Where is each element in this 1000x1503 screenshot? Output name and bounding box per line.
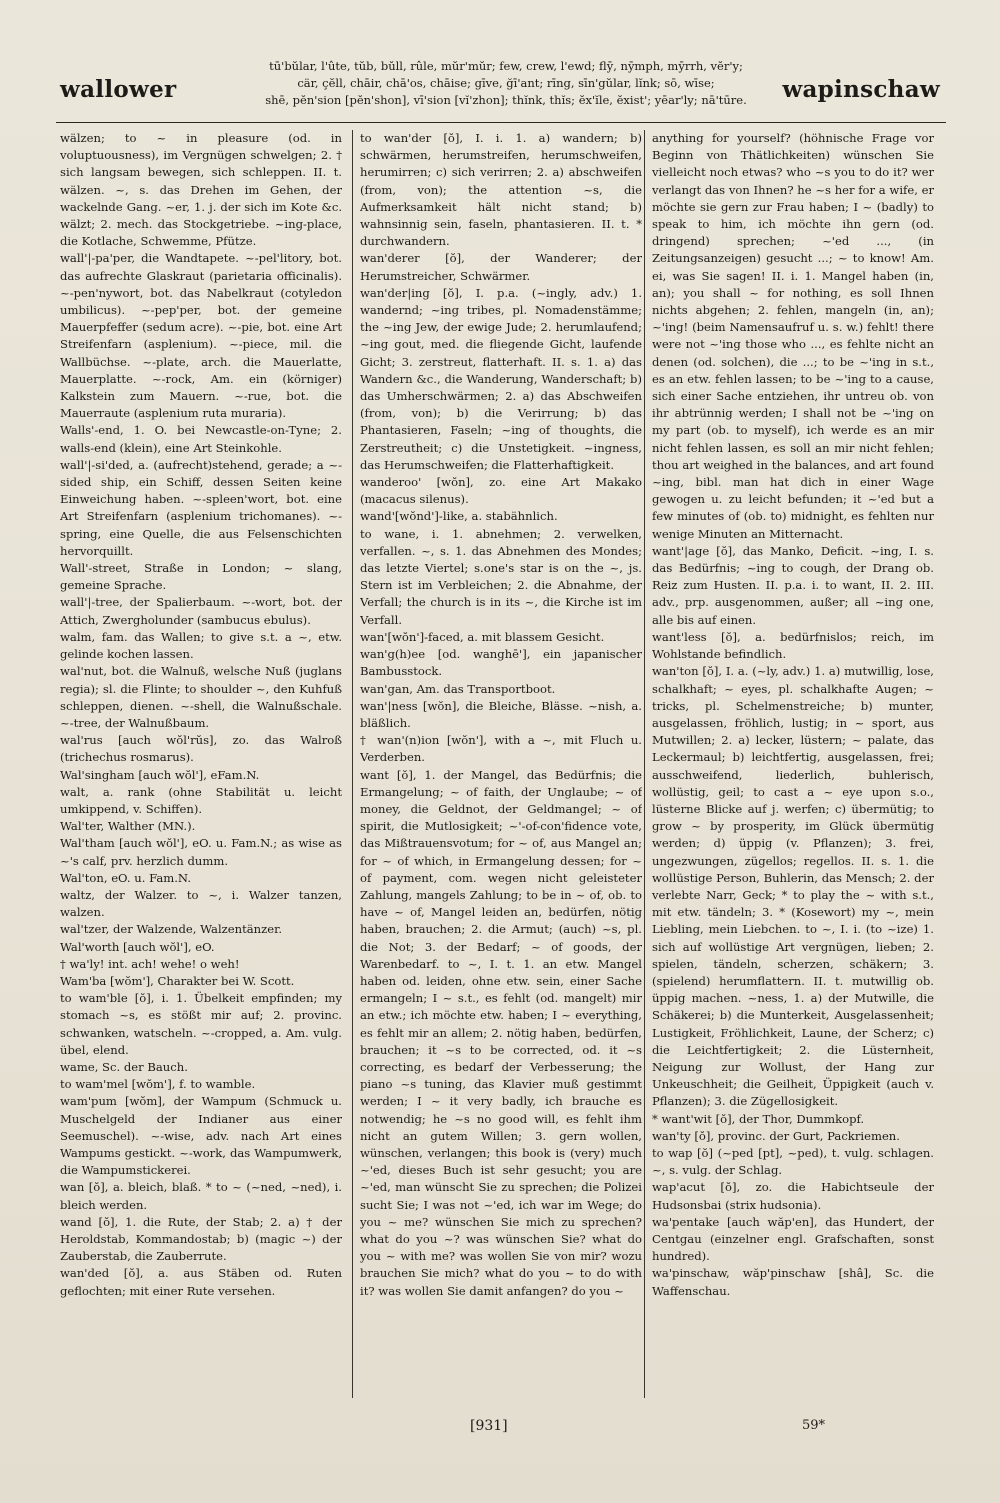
dictionary-entry: wall'|-pa'per, die Wandtapete. ~-pel'litory, bot. das aufrechte Glaskraut (parietaria officinalis). ~-pen'nywort, bot. das Nabelkraut (cotyledon umbilicus). ~-pep'per, bot. der gemeine Mauerpfeffer (sedum acre). ~-pie, bot. eine Art Streifenfarn (asplenium). ~-piece, mil. die Wallbüchse. ~-plate, arch. die Mauerlatte, Mauerplatte. ~-rock, Am. ein (körniger) Kalkstein zum Mauern. ~-rue, bot. die Mauerraute (asplenium ruta muraria). <box>60 251 342 421</box>
dictionary-entry: want'less [ŏ], a. bedürfnislos; reich, im Wohlstande befindlich. <box>652 629 934 662</box>
dictionary-entry: * want'wit [ŏ], der Thor, Dummkopf. <box>652 1111 865 1126</box>
header-rule <box>56 122 946 123</box>
dictionary-entry: Wal'worth [auch wŏl'], eO. <box>60 939 215 954</box>
column-divider-2 <box>644 130 645 1398</box>
dictionary-entry: wan'derer [ŏ], der Wanderer; der Herumstreicher, Schwärmer. <box>360 251 642 283</box>
dictionary-entry: wan'ton [ŏ], I. a. (~ly, adv.) 1. a) mutwillig, lose, schalkhaft; ~ eyes, pl. schalkhafte Augen; ~ tricks, pl. Schelmenstreiche; b) munter, ausgelassen, fröhlich, lustig; in ~ sport, aus Mutwillen; 2. a) lecker, lüstern; ~ palate, das Leckermaul; b) leichtfertig, ausgelassen, frei; ausschweifend, liederlich, buhlerisch, wollüstig, geil; to cast a ~ eye upon s.o., lüsterne Blicke auf j. werfen; c) übermütig; to grow ~ by prosperity, im Glück übermütig werden; d) üppig (v. Pflanzen); 3. frei, ungezwungen, zügellos; regellos. II. s. 1. die wollüstige Person, Buhlerin, das Mensch; 2. der verlebte Narr, Geck; * to play the ~ with s.t., mit etw. tändeln; 3. * (Kosewort) my ~, mein Liebling, mein Liebchen. to ~, I. i. (to ~ize) 1. sich auf wollüstige Art vergnügen, lieben; 2. spielen, tändeln, scherzen, schäkern; 3. (spielend) herumflattern. II. t. mutwillig ob. üppig machen. ~ness, 1. a) der Mutwille, die Schäkerei; b) die Munterkeit, Ausgelassenheit; Lustigkeit, Fröhlichkeit, Laune, der Scherz; c) die Leichtfertigkeit; 2. die Lüsternheit, Neigung zur Wollust, der Hang zur Unkeuschheit; die Geilheit, Üppigkeit (auch v. Pflanzen); 3. die Zügellosigkeit. <box>652 664 934 1109</box>
dictionary-entry: † wa'ly! int. ach! wehe! o weh! <box>60 956 240 971</box>
dictionary-entry: to wam'ble [ŏ], i. 1. Übelkeit empfinden; my stomach ~s, es stößt mir auf; 2. provinc. schwanken, watscheln. ~-cropped, a. Am. vulg. übel, elend. <box>60 991 342 1057</box>
dictionary-entry: Wam'ba [wŏm'], Charakter bei W. Scott. <box>60 973 295 988</box>
dictionary-entry: wan'|ness [wŏn], die Bleiche, Blässe. ~nish, a. bläßlich. <box>360 698 642 730</box>
dictionary-entry: Wal'ter, Walther (MN.). <box>60 819 196 834</box>
dictionary-entry: wall'|-si'ded, a. (aufrecht)stehend, gerade; a ~-sided ship, ein Schiff, dessen Seiten keine Einweichung haben. ~-spleen'wort, bot. eine Art Streifenfarn (asplenium trichomanes). ~-spring, eine Quelle, die aus Felsenschichten hervorquillt. <box>60 457 342 558</box>
pronunciation-key <box>226 58 786 109</box>
dictionary-entry: to wane, i. 1. abnehmen; 2. verwelken, verfallen. ~, s. 1. das Abnehmen des Mondes; das letzte Viertel; s.one's star is on the ~, js. Stern ist im Verbleichen; 2. die Abnahme, der Verfall; the church is in its ~, die Kirche ist im Verfall. <box>360 526 642 627</box>
pron-key-line-3: shē, pĕn'sion [pĕn'shon], vī'sion [vĭ'zhon]; thĭnk, thĭs; ĕx'ĭle, ĕxist'; yēar'ly; nā'tūre. <box>265 93 747 107</box>
dictionary-entry: wanderoo' [wŏn], zo. eine Art Makako (macacus silenus). <box>360 475 642 507</box>
dictionary-entry: want [ŏ], 1. der Mangel, das Bedürfnis; die Ermangelung; ~ of faith, der Unglaube; ~ of money, die Geldnot, der Geldmangel; ~ of spirit, die Mutlosigkeit; ~'-of-con'fidence vote, das Mißtrauensvotum; for ~ of, aus Mangel an; for ~ of which, in Ermangelung dessen; for ~ of payment, com. wegen nicht geleisteter Zahlung, mangels Zahlung; to be in ~ of, ob. to have ~ of, Mangel leiden an, bedürfen, nötig haben, brauchen; 2. die Armut; (auch) ~s, pl. die Not; 3. der Bedarf; ~ of goods, der Warenbedarf. to ~, I. t. 1. an etw. Mangel haben od. leiden, ohne etw. sein, einer Sache ermangeln; I ~ s.t., es fehlt (od. mangelt) mir an etw.; ich möchte etw. haben; I ~ everything, es fehlt mir an allem; 2. nötig haben, bedürfen, brauchen; it ~s to be corrected, od. it ~s correcting, es bedarf der Verbesserung; the piano ~s tuning, das Klavier muß gestimmt werden; I ~ it very badly, ich brauche es notwendig; he ~s no good will, es fehlt ihm nicht an gutem Willen; 3. gern wollen, wünschen, verlangen; this book is (very) much ~'ed, dieses Buch ist sehr gesucht; you are ~'ed, man wünscht Sie zu sprechen; die Polizei sucht Sie; I was not ~'ed, ich war im Wege; do you ~ me? wünschen Sie mich zu sprechen? what do you ~? was wünschen Sie? what do you ~ with me? was wollen Sie von mir? wozu brauchen Sie mich? what do you ~ to do with it? was wollen Sie damit anfangen? do you ~ <box>360 767 642 1298</box>
dictionary-entry: Wall'-street, Straße in London; ~ slang, gemeine Sprache. <box>60 561 342 593</box>
left-running-head: wallower <box>60 76 177 103</box>
dictionary-entry: to wam'mel [wŏm'], f. to wamble. <box>60 1077 256 1092</box>
dictionary-entry: waltz, der Walzer. to ~, i. Walzer tanzen, walzen. <box>60 887 342 920</box>
dictionary-entry: wame, Sc. der Bauch. <box>60 1059 188 1074</box>
dictionary-entry: wal'tzer, der Walzende, Walzentänzer. <box>60 922 283 937</box>
dictionary-entry: wan'g(h)ee [od. wanghē'], ein japanischer Bambusstock. <box>360 647 642 679</box>
column-1 <box>60 130 342 1398</box>
dictionary-entry: walt, a. rank (ohne Stabilität u. leicht umkippend, v. Schiffen). <box>60 784 342 816</box>
dictionary-entry: wan [ŏ], a. bleich, blaß. * to ~ (~ned, ~ned), i. bleich werden. <box>60 1180 342 1212</box>
pron-key-line-1: tū'bŭlar, l'ûte, tŭb, bŭll, rûle, mŭr'mŭr; few, crew, l'ewd; flȳ, nȳmph, mȳrrh, vĕr'y; <box>269 59 743 73</box>
dictionary-entry: wand [ŏ], 1. die Rute, der Stab; 2. a) † der Heroldstab, Kommandostab; b) (magic ~) der Zauberstab, die Zauberrute. <box>60 1214 342 1264</box>
dictionary-entry: want'|age [ŏ], das Manko, Deficit. ~ing, I. s. das Bedürfnis; ~ing to cough, der Drang ob. Reiz zum Husten. II. p.a. i. to want, II. 2. III. adv., prp. ausgenommen, außer; all ~ing one, alle bis auf einen. <box>652 543 934 627</box>
dictionary-entry: wall'|-tree, der Spalierbaum. ~-wort, bot. der Attich, Zwergholunder (sambucus ebulus). <box>60 595 342 627</box>
dictionary-entry: † wan'(n)ion [wŏn'], with a ~, mit Fluch u. Verderben. <box>360 733 642 765</box>
column-2 <box>360 130 642 1398</box>
dictionary-entry: wal'nut, bot. die Walnuß, welsche Nuß (juglans regia); sl. die Flinte; to shoulder ~, den Kuhfuß schleppen, dienen. ~-shell, die Walnußschale. ~-tree, der Walnußbaum. <box>60 664 342 730</box>
dictionary-entry: Wal'ton, eO. u. Fam.N. <box>60 870 192 885</box>
dictionary-entry: wal'rus [auch wŏl'rŭs], zo. das Walroß (trichechus rosmarus). <box>60 733 342 765</box>
dictionary-entry: wan'[wŏn']-faced, a. mit blassem Gesicht. <box>360 629 605 644</box>
page-header <box>56 52 946 122</box>
dictionary-entry: walm, fam. das Wallen; to give s.t. a ~, etw. gelinde kochen lassen. <box>60 629 342 662</box>
dictionary-entry: Wal'tham [auch wŏl'], eO. u. Fam.N.; as wise as ~'s calf, prv. herzlich dumm. <box>60 836 342 868</box>
dictionary-entry: Wal'singham [auch wŏl'], eFam.N. <box>60 767 260 782</box>
right-running-head: wapinschaw <box>782 76 940 103</box>
dictionary-entry: wa'pentake [auch wăp'en], das Hundert, der Centgau (einzelner engl. Grafschaften, sonst hundred). <box>652 1214 934 1264</box>
dictionary-entry: to wan'der [ŏ], I. i. 1. a) wandern; b) schwärmen, herumstreifen, herumschweifen, herumirren; c) sich verirren; 2. a) abschweifen (from, von); the attention ~s, die Aufmerksamkeit hält nicht stand; b) wahnsinnig sein, faseln, phantasieren. II. t. * durchwandern. <box>360 131 642 249</box>
dictionary-entry: wälzen; to ~ in pleasure (od. in voluptuousness), im Vergnügen schwelgen; 2. † sich langsam bewegen, sich schleppen. II. t. wälzen. ~, s. das Drehen im Gehen, der wackelnde Gang. ~er, 1. j. der sich im Kote &c. wälzt; 2. mech. das Stockgetriebe. ~ing-place, die Kotlache, Schwemme, Pfütze. <box>60 131 342 249</box>
dictionary-entry: wa'pinschaw, wăp'pinschaw [shâ], Sc. die Waffenschau. <box>652 1266 934 1298</box>
dictionary-entry: Walls'-end, 1. O. bei Newcastle-on-Tyne; 2. walls-end (klein), eine Art Steinkohle. <box>60 423 342 455</box>
dictionary-entry: wand'[wŏnd']-like, a. stabähnlich. <box>360 509 558 524</box>
dictionary-entry: wan'ded [ŏ], a. aus Stäben od. Ruten geflochten; mit einer Rute versehen. <box>60 1266 342 1298</box>
dictionary-entry: wan'der|ing [ŏ], I. p.a. (~ingly, adv.) 1. wandernd; ~ing tribes, pl. Nomadenstämme; the ~ing Jew, der ewige Jude; 2. herumlaufend; ~ing gout, med. die fliegende Gicht, laufende Gicht; 3. zerstreut, flatterhaft. II. s. 1. a) das Wandern &c., die Wanderung, Wanderschaft; b) das Umherschwärmen; 2. a) das Abschweifen (from, von); b) die Verirrung; b) das Phantasieren, Faseln; ~ing of thoughts, die Zerstreutheit; c) die Unstetigkeit. ~ingness, das Herumschweifen; die Flatterhaftigkeit. <box>360 285 642 472</box>
dictionary-entry: wam'pum [wŏm], der Wampum (Schmuck u. Muschelgeld der Indianer aus einer Seemuschel). ~-wise, adv. nach Art eines Wampums gestickt. ~-work, das Wampumwerk, die Wampumstickerei. <box>60 1094 342 1178</box>
column-divider-1 <box>352 130 353 1398</box>
dictionary-entry: to wap [ŏ] (~ped [pt], ~ped), t. vulg. schlagen. ~, s. vulg. der Schlag. <box>652 1145 934 1178</box>
signature-mark: 59* <box>802 1418 826 1433</box>
dictionary-entry: wan'gan, Am. das Transportboot. <box>360 681 556 696</box>
dictionary-entry: wan'ty [ŏ], provinc. der Gurt, Packriemen. <box>652 1128 900 1143</box>
page-number: [931] <box>470 1418 508 1434</box>
pron-key-line-2: cär, çĕll, chāir, chā'os, chāise; gīve, ğī'ant; rīng, sīn'gŭlar, lĭnk; sō, wīse; <box>297 76 715 90</box>
column-3 <box>652 130 934 1398</box>
dictionary-entry: wap'acut [ŏ], zo. die Habichtseule der Hudsonsbai (strix hudsonia). <box>652 1180 934 1212</box>
dictionary-entry: anything for yourself? (höhnische Frage vor Beginn von Thätlichkeiten) wünschen Sie vielleicht noch etwas? who ~s you to do it? wer verlangt das von Ihnen? he ~s her for a wife, er möchte sie gern zur Frau haben; I ~ (badly) to speak to him, ich möchte ihn gern (od. dringend) sprechen; ~'ed ..., (in Zeitungsanzeigen) gesucht ...; ~ to know! Am. ei, was Sie sagen! II. i. 1. Mangel haben (in, an); you shall ~ for nothing, es soll Ihnen nichts abgehen; 2. fehlen, mangeln (in, an); ~'ing! (beim Namensaufruf u. s. w.) fehlt! there were not ~'ing those who ..., es fehlte nicht an denen (od. solchen), die ...; to be ~'ing in s.t., es an etw. fehlen lassen; to be ~'ing to a cause, sich einer Sache entziehen, ihr untreu ob. von ihr abtrünnig werden; I shall not be ~'ing on my part (ob. to myself), ich werde es an mir nicht fehlen lassen, es soll an mir nicht fehlen; thou art weighed in the balances, and art found ~ing, bibl. man hat dich in einer Wage gewogen u. zu leicht befunden; it ~'ed but a few minutes of (ob. to) midnight, es fehlten nur wenige Minuten an Mitternacht. <box>652 131 934 541</box>
